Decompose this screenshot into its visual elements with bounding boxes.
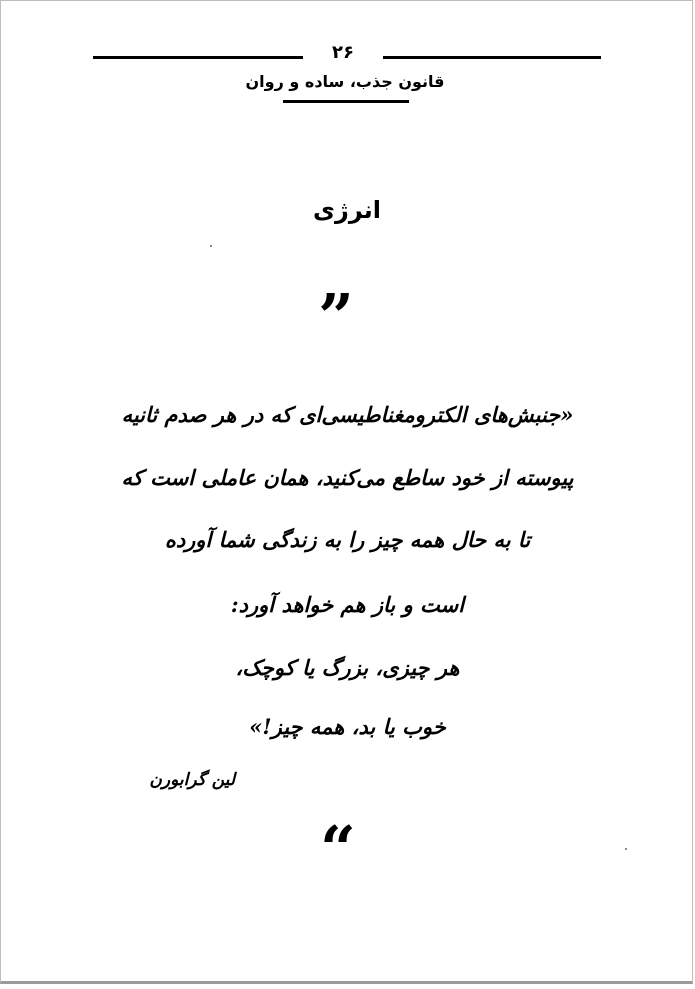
quote-line: هر چیزی، بزرگ یا کوچک، [235, 655, 460, 680]
page-number: ۲۶ [332, 42, 354, 63]
quote-line: خوب یا بد، همه چیز!» [249, 714, 446, 739]
quote-line: پیوسته از خود ساطع می‌کنید، همان عاملی است که [121, 465, 574, 490]
quote-line: است و باز هم خواهد آورد: [230, 592, 465, 617]
closing-quote-mark: “ [320, 812, 356, 885]
header-rule-left [93, 56, 303, 59]
scan-speck [625, 848, 627, 850]
header-rule-right [383, 56, 601, 59]
chapter-title: انرژی [313, 196, 381, 224]
opening-quote-mark: ” [318, 280, 354, 353]
quote-line: «جنبش‌های الکترومغناطیسی‌ای که در هر صدم ثانیه [121, 402, 574, 427]
running-title: قانون جذب، ساده و روان [245, 72, 445, 91]
quote-author: لین گرابورن [149, 770, 235, 790]
running-title-underline [283, 100, 409, 103]
quote-line: تا به حال همه چیز را به زندگی شما آورده [164, 527, 531, 552]
scan-speck [210, 245, 212, 247]
